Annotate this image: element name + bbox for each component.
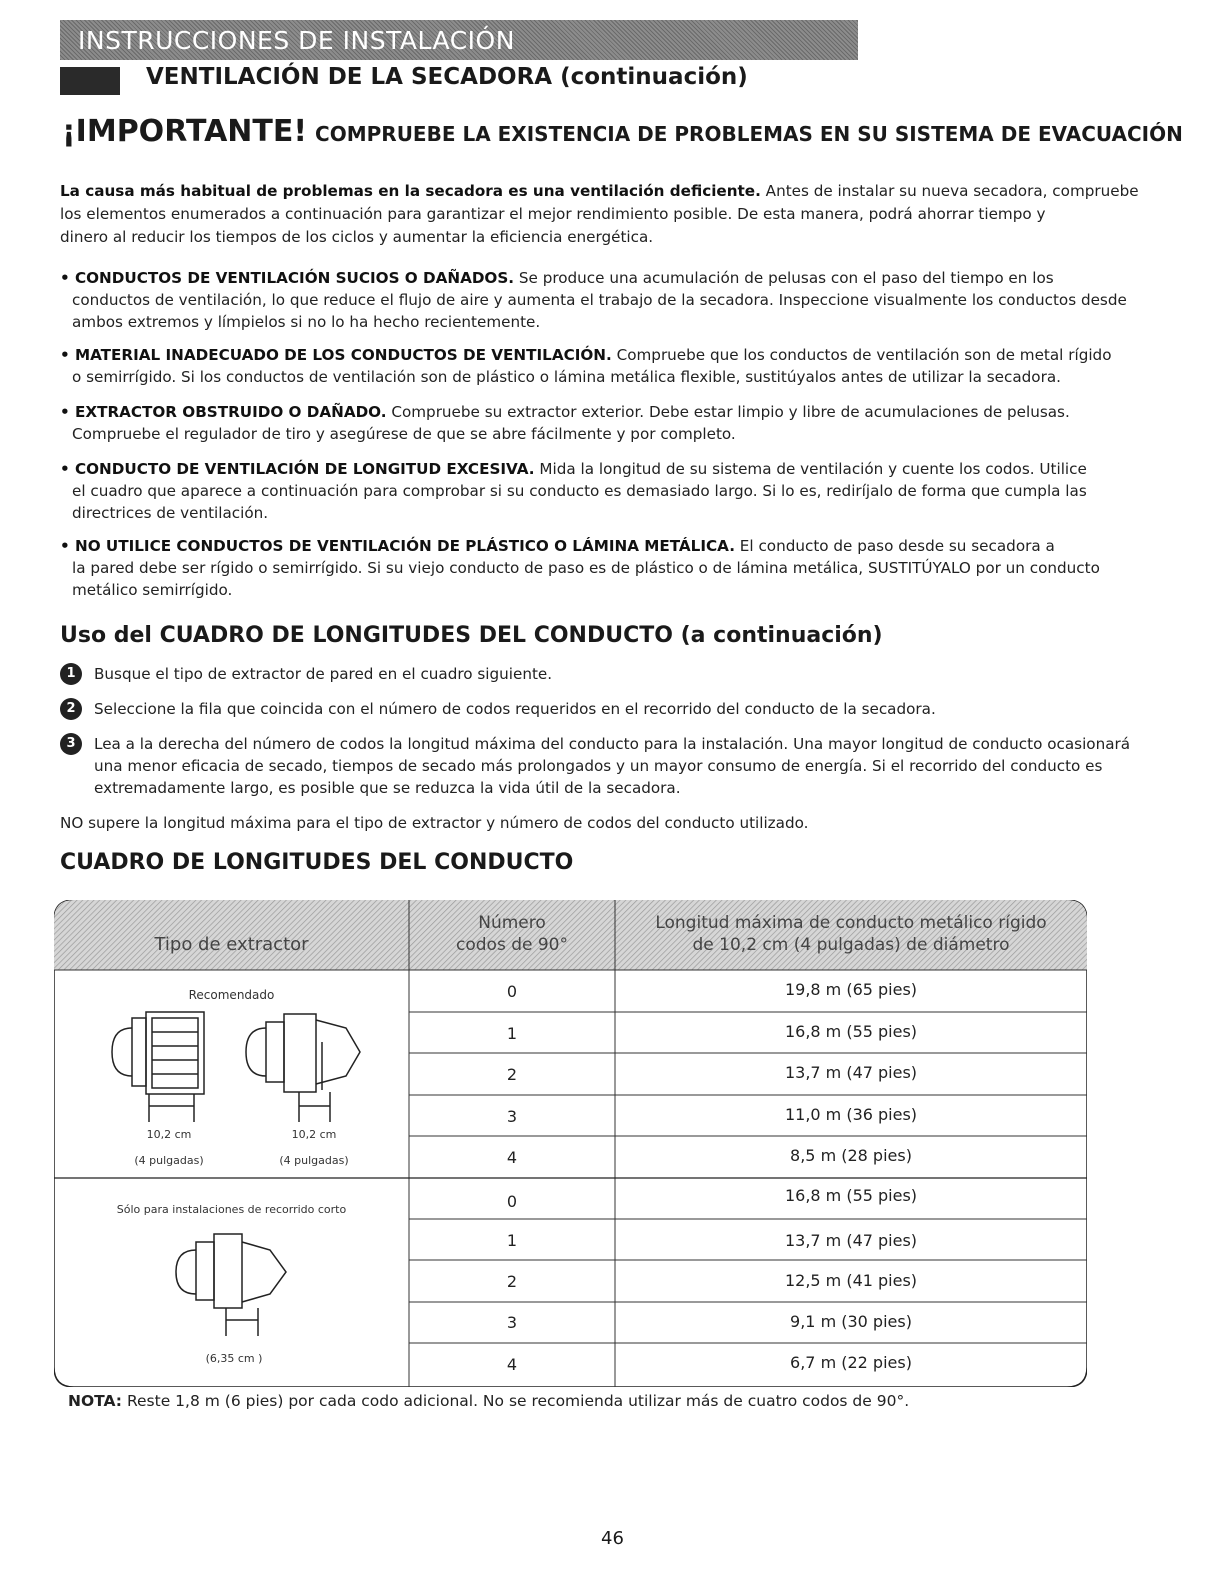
dim-label: 10,2 cm xyxy=(146,1128,192,1141)
bullet-lead: • EXTRACTOR OBSTRUIDO O DAÑADO. xyxy=(60,403,387,421)
bullet-item xyxy=(60,458,1160,524)
dim-label: (4 pulgadas) xyxy=(279,1154,349,1167)
table-row-codos: 1 xyxy=(506,1231,518,1250)
bullet-rest: la pared debe ser rígido o semirrígido. Si su viejo conducto de paso es de plástico o de lámina metálica, SUSTITÚYALO por un conducto metálico semirrígido. xyxy=(72,559,1100,599)
intro-bold: La causa más habitual de problemas en la secadora es una ventilación deficiente. xyxy=(60,182,761,200)
header-elbows-l2: codos de 90° xyxy=(456,935,568,955)
table-row-codos: 2 xyxy=(506,1065,518,1084)
table-row-length: 8,5 m (28 pies) xyxy=(790,1146,912,1165)
table-row-codos: 0 xyxy=(506,1192,518,1211)
table-row-codos: 3 xyxy=(506,1313,518,1332)
bullet-lead: • CONDUCTOS DE VENTILACIÓN SUCIOS O DAÑADOS. xyxy=(60,269,515,287)
header-max-length xyxy=(615,912,1087,956)
usage-title: Uso del CUADRO DE LONGITUDES DEL CONDUCTO (a continuación) xyxy=(60,623,883,648)
bullet-rest: o semirrígido. Si los conductos de ventilación son de plástico o lámina metálica flexible, sustitúyalos antes de utilizar la secadora. xyxy=(72,368,1061,386)
header-elbows xyxy=(409,912,615,956)
section-title: VENTILACIÓN DE LA SECADORA (continuación) xyxy=(146,64,748,90)
table-row-length: 9,1 m (30 pies) xyxy=(790,1312,912,1331)
bullet-rest: Compruebe el regulador de tiro y asegúrese de que se abre fácilmente y por completo. xyxy=(72,425,736,443)
chart-title: CUADRO DE LONGITUDES DEL CONDUCTO xyxy=(60,850,574,875)
bullet-first: Compruebe que los conductos de ventilación son de metal rígido xyxy=(611,346,1112,364)
section-marker xyxy=(60,67,120,95)
band-title: INSTRUCCIONES DE INSTALACIÓN xyxy=(78,26,515,55)
important-label: ¡IMPORTANTE! xyxy=(62,114,308,149)
header-max-length-l2: de 10,2 cm (4 pulgadas) de diámetro xyxy=(692,935,1010,955)
step-item xyxy=(60,698,1160,720)
bullet-lead: • NO UTILICE CONDUCTOS DE VENTILACIÓN DE PLÁSTICO O LÁMINA METÁLICA. xyxy=(60,537,735,555)
bullet-rest: el cuadro que aparece a continuación para comprobar si su conducto es demasiado largo. Si lo es, rediríjalo de forma que cumpla las directrices de ventilación. xyxy=(72,482,1087,522)
step-text: Busque el tipo de extractor de pared en el cuadro siguiente. xyxy=(94,665,553,683)
table-row-codos: 1 xyxy=(506,1024,518,1043)
bullet-lead: • CONDUCTO DE VENTILACIÓN DE LONGITUD EXCESIVA. xyxy=(60,460,535,478)
step-number-3: 3 xyxy=(60,733,82,755)
step-item xyxy=(60,733,1140,799)
section-header-band xyxy=(60,20,858,60)
bullet-item xyxy=(60,401,1160,445)
note-text: Reste 1,8 m (6 pies) por cada codo adicional. No se recomienda utilizar más de cuatro codos de 90°. xyxy=(122,1392,910,1410)
dim-label: (4 pulgadas) xyxy=(134,1154,204,1167)
important-text: COMPRUEBE LA EXISTENCIA DE PROBLEMAS EN SU SISTEMA DE EVACUACIÓN xyxy=(315,122,1183,146)
header-extractor-type: Tipo de extractor xyxy=(154,934,309,955)
table-row-length: 13,7 m (47 pies) xyxy=(784,1231,918,1250)
table-row-codos: 4 xyxy=(506,1355,518,1374)
table-row-length: 19,8 m (65 pies) xyxy=(784,980,918,999)
page-number: 46 xyxy=(601,1528,624,1549)
note-label: NOTA: xyxy=(68,1392,123,1410)
bullet-item xyxy=(60,344,1160,388)
important-heading xyxy=(62,114,1183,149)
table-row-codos: 2 xyxy=(506,1272,518,1291)
intro-line3: dinero al reducir los tiempos de los ciclos y aumentar la eficiencia energética. xyxy=(60,228,654,246)
table-row-length: 12,5 m (41 pies) xyxy=(784,1271,918,1290)
table-row-length: 6,7 m (22 pies) xyxy=(790,1353,912,1372)
duct-length-table xyxy=(54,900,1087,1387)
intro-line2: los elementos enumerados a continuación para garantizar el mejor rendimiento posible. De esta manera, podrá ahorrar tiempo y xyxy=(60,205,1046,223)
dim-label: (6,35 cm ) xyxy=(205,1352,263,1365)
table-note xyxy=(68,1392,909,1410)
table-row-codos: 4 xyxy=(506,1148,518,1167)
bullet-first: El conducto de paso desde su secadora a xyxy=(734,537,1055,555)
bullet-first: Mida la longitud de su sistema de ventilación y cuente los codos. Utilice xyxy=(534,460,1087,478)
bullet-lead: • MATERIAL INADECUADO DE LOS CONDUCTOS DE VENTILACIÓN. xyxy=(60,346,612,364)
header-elbows-l1: Número xyxy=(478,913,546,933)
table-row-length: 11,0 m (36 pies) xyxy=(784,1105,918,1124)
bullet-item xyxy=(60,267,1160,333)
step-text: Seleccione la fila que coincida con el número de codos requeridos en el recorrido del conducto de la secadora. xyxy=(94,700,936,718)
dim-label: 10,2 cm xyxy=(291,1128,337,1141)
bullet-rest: conductos de ventilación, lo que reduce el flujo de aire y aumenta el trabajo de la secadora. Inspeccione visualmente los conductos desde ambos extremos y límpielos si no lo ha hecho recientemente. xyxy=(72,291,1127,331)
usage-warning: NO supere la longitud máxima para el tipo de extractor y número de codos del conducto utilizado. xyxy=(60,814,809,832)
header-max-length-l1: Longitud máxima de conducto metálico rígido xyxy=(655,913,1047,933)
group-short-run-label: Sólo para instalaciones de recorrido corto xyxy=(116,1203,347,1216)
step-text: Lea a la derecha del número de codos la longitud máxima del conducto para la instalación. Una mayor longitud de conducto ocasionará una menor eficacia de secado, tiempos de secado más prolongados y un mayor consumo de energía. Si el recorrido del conducto es extremadamente largo, es posible que se reduzca la vida útil de la secadora. xyxy=(94,735,1131,797)
table-row-length: 16,8 m (55 pies) xyxy=(784,1022,918,1041)
table-row-length: 13,7 m (47 pies) xyxy=(784,1063,918,1082)
step-number-1: 1 xyxy=(60,663,82,685)
table-row-length: 16,8 m (55 pies) xyxy=(784,1186,918,1205)
bullet-item xyxy=(60,535,1160,601)
step-item xyxy=(60,663,1160,685)
group-recommended-label: Recomendado xyxy=(188,988,275,1002)
table-row-codos: 3 xyxy=(506,1107,518,1126)
step-number-2: 2 xyxy=(60,698,82,720)
table-row-codos: 0 xyxy=(506,982,518,1001)
intro-paragraph xyxy=(60,180,1170,249)
bullet-first: Se produce una acumulación de pelusas con el paso del tiempo en los xyxy=(514,269,1054,287)
intro-line1: Antes de instalar su nueva secadora, compruebe xyxy=(760,182,1139,200)
bullet-first: Compruebe su extractor exterior. Debe estar limpio y libre de acumulaciones de pelusas. xyxy=(386,403,1070,421)
